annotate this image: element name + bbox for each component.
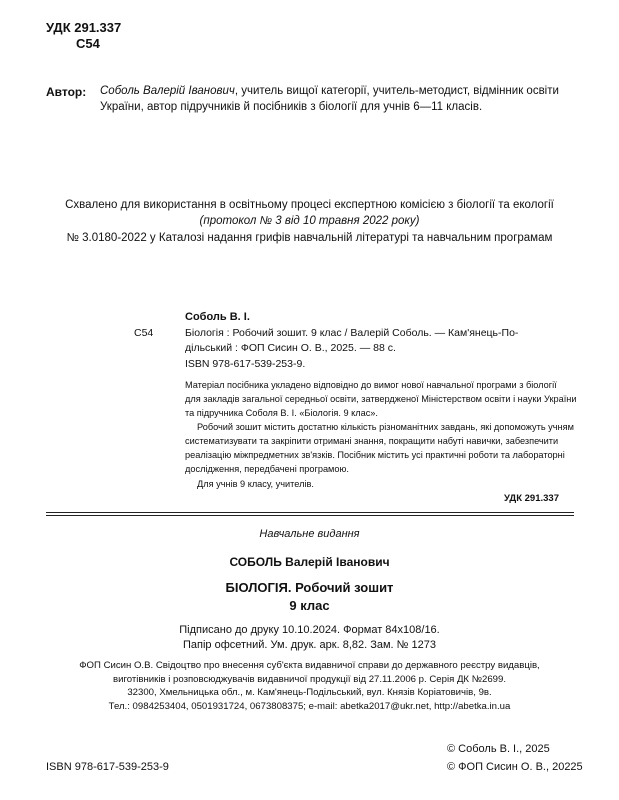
publisher-contacts: Тел.: 0984253404, 0501931724, 0673808375; e-mail: abetka2017@ukr.net, http://abetka.in.ua xyxy=(108,700,511,712)
author-line-1 xyxy=(100,85,559,97)
divider-top xyxy=(46,512,574,513)
annotation-line: реалізацію міжпредметних зв'язків. Посібник містить усі практичні роботи та лабораторні xyxy=(185,450,565,460)
annotation-audience: Для учнів 9 класу, учителів. xyxy=(197,479,314,489)
catalog-code: С54 xyxy=(134,327,154,339)
catalog-line-2: дільський : ФОП Сисин О. В., 2025. — 88 с. xyxy=(185,342,396,354)
author-name: Соболь Валерій Іванович xyxy=(100,85,235,97)
catalog-line-1: Біологія : Робочий зошит. 9 клас / Валерій Соболь. — Кам'янець-По- xyxy=(185,327,519,339)
catalog-author: Соболь В. І. xyxy=(185,311,250,323)
annotation-para-2 xyxy=(185,420,574,476)
author-line-2: України, автор підручників й посібників з біології для учнів 6—11 класів. xyxy=(100,101,483,113)
catalog-udk: УДК 291.337 xyxy=(504,493,559,504)
approval-catalog: № 3.0180-2022 у Каталозі надання грифів навчальній літературі та навчальним програмам xyxy=(66,232,553,244)
author-desc: , учитель вищої категорії, учитель-методист, відмінник освіти xyxy=(234,85,559,97)
edition-type: Навчальне видання xyxy=(259,528,360,540)
annotation-line: дослідження, передбачені програмою. xyxy=(185,464,349,474)
publisher-line: виготівників і розповсюджувачів видавничої продукції від 27.11.2006 р. Серія ДК №2699. xyxy=(112,673,506,685)
publisher-info xyxy=(0,659,619,713)
imprint-author: СОБОЛЬ Валерій Іванович xyxy=(229,555,390,569)
footer-isbn: ISBN 978-617-539-253-9 xyxy=(46,761,169,773)
approval-line-1: Схвалено для використання в освітньому процесі експертною комісією з біології та екології xyxy=(65,199,554,211)
publisher-line: 32300, Хмельницька обл., м. Кам'янець-Подільський, вул. Князів Коріатовичів, 9в. xyxy=(127,687,492,698)
divider-bottom xyxy=(46,515,574,516)
publisher-line: ФОП Сисин О.В. Свідоцтво про внесення суб'єкта видавничої справи до державного реєстру видавців, xyxy=(79,660,540,671)
udk-code: УДК 291.337 xyxy=(46,20,122,35)
book-title: БІОЛОГІЯ. Робочий зошит xyxy=(225,580,394,595)
catalog-isbn: ISBN 978-617-539-253-9. xyxy=(185,358,306,370)
annotation-line: систематизувати та закріпити отримані знання, покращити набуті навички, забезпечити xyxy=(185,436,559,446)
copyright-author: © Соболь В. І., 2025 xyxy=(447,743,550,755)
print-info-2: Папір офсетний. Ум. друк. арк. 8,82. Зам. № 1273 xyxy=(183,639,436,651)
author-label: Автор: xyxy=(46,85,87,99)
annotation-para-1 xyxy=(185,378,576,420)
annotation-line: Робочий зошит містить достатню кількість різноманітних завдань, які допоможуть учням xyxy=(197,422,574,432)
annotation-line: для закладів загальної середньої освіти, затвердженої Міністерством освіти і науки України xyxy=(185,394,577,404)
bbk-code: С54 xyxy=(76,36,100,51)
book-grade: 9 клас xyxy=(289,598,330,613)
copyright-publisher: © ФОП Сисин О. В., 20225 xyxy=(447,761,583,773)
annotation-line: Матеріал посібника укладено відповідно до вимог нової навчальної програми з біології xyxy=(185,380,557,390)
annotation-line: та підручника Соболя В. І. «Біологія. 9 клас». xyxy=(185,408,378,418)
approval-protocol: (протокол № 3 від 10 травня 2022 року) xyxy=(199,215,420,227)
print-info-1: Підписано до друку 10.10.2024. Формат 84х108/16. xyxy=(179,624,440,636)
